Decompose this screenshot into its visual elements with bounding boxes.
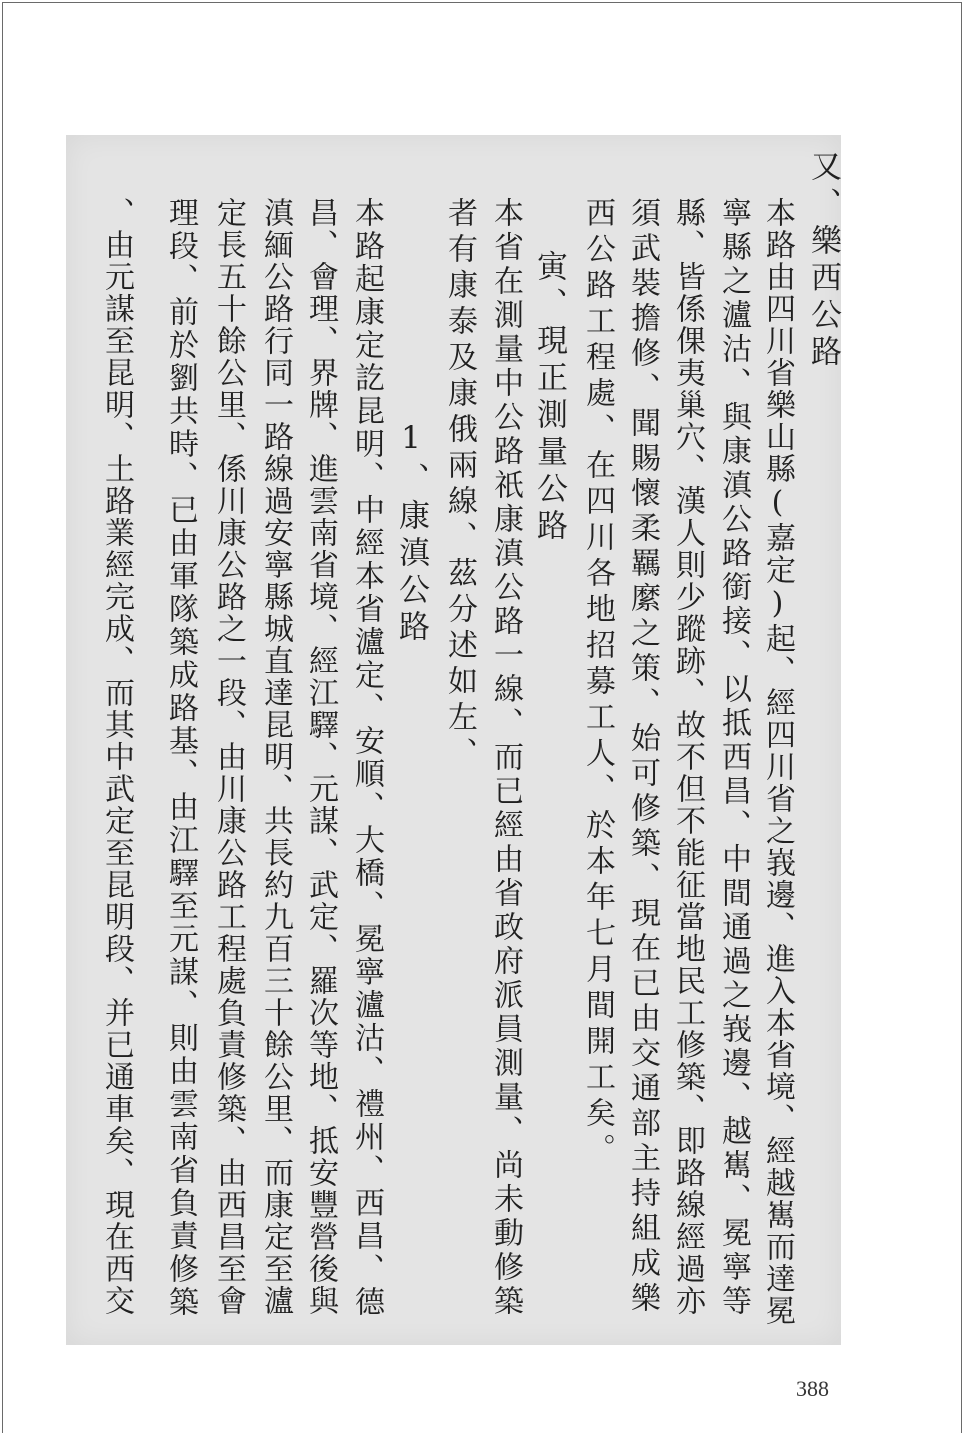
text-column-16: 、由元謀至昆明、土路業經完成、而其中武定至昆明段、并已通車矣、現在西交 xyxy=(99,197,134,1317)
section-heading-le-xi-road: 又、樂西公路 xyxy=(805,150,841,372)
text-column-2: 本路由四川省樂山縣(嘉定)起、經四川省之峩邊、進入本省境、經越嶲而達冕 xyxy=(760,197,795,1327)
text-column-9: 者有康泰及康俄兩線、茲分述如左、 xyxy=(442,197,477,773)
text-column-6: 西公路工程處、在四川各地招募工人、於本年七月間開工矣。 xyxy=(580,197,615,1169)
subsection-heading-kang-dian-road: 1、康滇公路 xyxy=(393,420,429,647)
text-column-8: 本省在測量中公路祇康滇公路一線、而已經由省政府派員測量、尚未動修築 xyxy=(488,197,523,1319)
page-number: 388 xyxy=(796,1376,829,1401)
text-column-4: 縣、皆係倮夷巢穴、漢人則少蹤跡、故不但不能征當地民工修築、即路線經過亦 xyxy=(670,197,705,1317)
text-column-5: 須武裝擔修、聞賜懷柔羈縻之策、始可修築、現在已由交通部主持組成樂 xyxy=(625,197,660,1317)
text-column-12: 昌、會理、界牌、進雲南省境、經江驛、元謀、武定、羅次等地、抵安豐營後與 xyxy=(303,197,338,1317)
section-heading-survey-roads: 寅、現正測量公路 xyxy=(531,250,567,546)
text-column-11: 本路起康定訖昆明、中經本省瀘定、安順、大橋、冕寧瀘沽、禮州、西昌、德 xyxy=(349,197,384,1319)
text-column-3: 寧縣之瀘沽、與康滇公路銜接、以抵西昌、中間通過之峩邊、越嶲、冕寧等 xyxy=(716,197,751,1319)
text-column-13: 滇緬公路行同一路線過安寧縣城直達昆明、共長約九百三十餘公里、而康定至瀘 xyxy=(258,197,293,1317)
text-column-15: 理段、前於劉共時、已由軍隊築成路基、由江驛至元謀、則由雲南省負責修築 xyxy=(163,197,198,1319)
text-column-14: 定長五十餘公里、係川康公路之一段、由川康公路工程處負責修築、由西昌至會 xyxy=(211,197,246,1317)
